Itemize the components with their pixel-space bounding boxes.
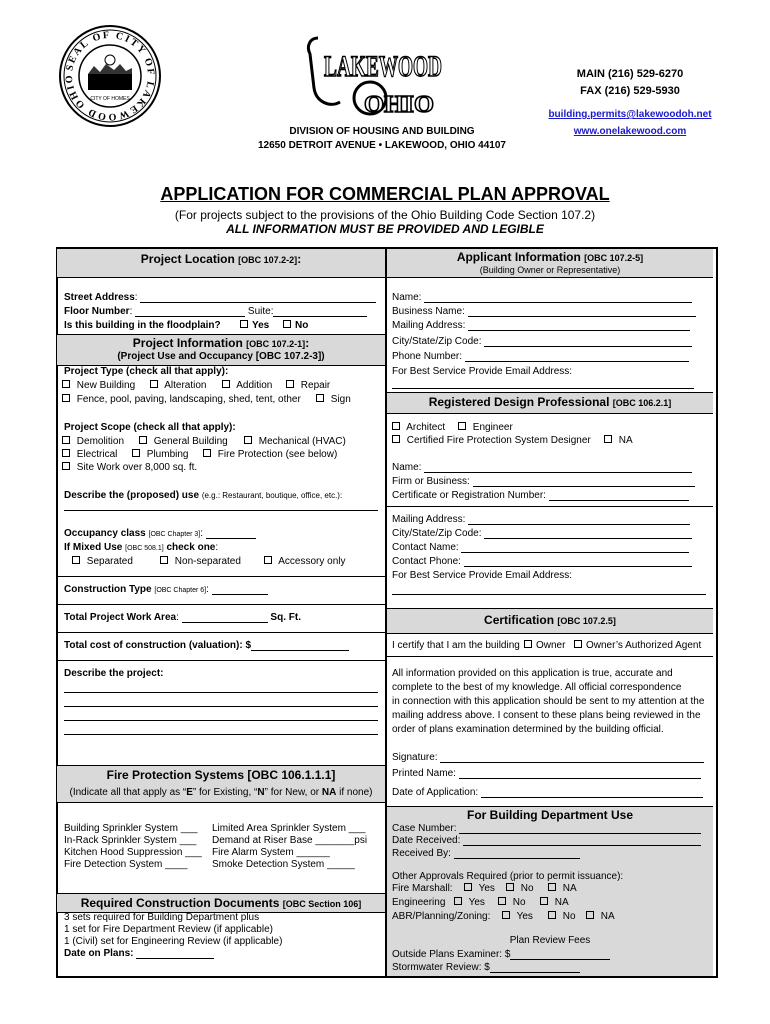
certification-text: All information provided on this application is true, accurate and bbox=[392, 668, 673, 679]
checkbox-icon bbox=[464, 883, 472, 891]
checkbox-separated[interactable]: Separated bbox=[70, 556, 133, 567]
stormwater-review-field[interactable]: Stormwater Review: $ bbox=[392, 962, 580, 973]
design-email-line[interactable] bbox=[392, 594, 706, 595]
checkbox-icon bbox=[502, 911, 510, 919]
limited-sprinkler-field[interactable]: Limited Area Sprinkler System ___ bbox=[212, 823, 366, 834]
docs-line: 1 set for Fire Department Review (if applicable) bbox=[64, 924, 273, 935]
engineering-na[interactable]: NA bbox=[538, 897, 569, 908]
engineering-label: Engineering bbox=[392, 897, 446, 908]
design-cert-field[interactable]: Certificate or Registration Number: bbox=[392, 490, 689, 501]
docs-title: Required Construction Documents [OBC Section 106] bbox=[80, 896, 362, 910]
checkbox-addition[interactable]: Addition bbox=[220, 380, 272, 391]
checkbox-icon bbox=[160, 556, 168, 564]
checkbox-plumbing[interactable]: Plumbing bbox=[130, 449, 188, 460]
describe-project-line[interactable] bbox=[64, 706, 378, 707]
checkbox-fence-other[interactable]: Fence, pool, paving, landscaping, shed, tent, other bbox=[60, 394, 301, 405]
applicant-business-field[interactable]: Business Name: bbox=[392, 306, 696, 317]
engineering-yes[interactable]: Yes bbox=[452, 897, 485, 908]
fire-protection-instructions: (Indicate all that apply as “E” for Existing, “N” for New, or NA if none) bbox=[69, 787, 373, 798]
checkbox-demolition[interactable]: Demolition bbox=[60, 436, 124, 447]
design-name-field[interactable]: Name: bbox=[392, 462, 692, 473]
checkbox-new-building[interactable]: New Building bbox=[60, 380, 135, 391]
certification-text: complete to the best of my knowledge. All official correspondence bbox=[392, 682, 682, 693]
checkbox-icon bbox=[72, 556, 80, 564]
checkbox-icon bbox=[458, 422, 466, 430]
division-name: DIVISION OF HOUSING AND BUILDING bbox=[289, 126, 475, 137]
design-city-field[interactable]: City/State/Zip Code: bbox=[392, 528, 692, 539]
describe-project-label: Describe the project: bbox=[64, 668, 164, 679]
checkbox-icon bbox=[203, 449, 211, 457]
checkbox-icon bbox=[62, 394, 70, 402]
divider bbox=[57, 576, 385, 577]
division-address: 12650 DETROIT AVENUE • LAKEWOOD, OHIO 44107 bbox=[257, 140, 506, 151]
svg-text:CITY OF HOMES: CITY OF HOMES bbox=[90, 96, 130, 102]
fire-marshall-no[interactable]: No bbox=[504, 883, 534, 894]
checkbox-icon bbox=[62, 449, 70, 457]
certification-text: mailing address above. I consent to these plans being reviewed in the bbox=[392, 710, 701, 721]
checkbox-icon bbox=[62, 380, 70, 388]
printed-name-field[interactable]: Printed Name: bbox=[392, 768, 701, 779]
checkbox-icon bbox=[548, 911, 556, 919]
checkbox-icon bbox=[524, 640, 532, 648]
applicant-title: Applicant Information [OBC 107.2-5] bbox=[456, 250, 644, 264]
checkbox-fire-protection[interactable]: Fire Protection (see below) bbox=[201, 449, 337, 460]
checkbox-engineer[interactable]: Engineer bbox=[456, 422, 513, 433]
checkbox-icon bbox=[150, 380, 158, 388]
checkbox-icon bbox=[454, 897, 462, 905]
design-contact-phone-field[interactable]: Contact Phone: bbox=[392, 556, 692, 567]
checkbox-alteration[interactable]: Alteration bbox=[148, 380, 206, 391]
outside-examiner-field[interactable]: Outside Plans Examiner: $ bbox=[392, 949, 610, 960]
checkbox-non-separated[interactable]: Non-separated bbox=[158, 556, 241, 567]
checkbox-electrical[interactable]: Electrical bbox=[60, 449, 117, 460]
divider bbox=[57, 632, 385, 633]
project-location-title: Project Location [OBC 107.2-2]: bbox=[140, 252, 302, 266]
describe-use-label: Describe the (proposed) use (e.g.: Restaurant, boutique, office, etc.): bbox=[64, 490, 343, 501]
checkbox-icon bbox=[62, 436, 70, 444]
email-link[interactable]: building.permits@lakewoodoh.net bbox=[548, 109, 712, 120]
fax-number: FAX (216) 529-5930 bbox=[580, 85, 680, 97]
describe-project-line[interactable] bbox=[64, 692, 378, 693]
applicant-email-line[interactable] bbox=[392, 388, 694, 389]
checkbox-icon bbox=[283, 320, 291, 328]
checkbox-icon bbox=[240, 320, 248, 328]
describe-project-line[interactable] bbox=[64, 734, 378, 735]
certify-label: I certify that I am the building bbox=[392, 640, 520, 651]
plan-review-fees-label: Plan Review Fees bbox=[509, 935, 591, 946]
divider bbox=[387, 656, 713, 657]
engineering-no[interactable]: No bbox=[496, 897, 526, 908]
mixed-use-label: If Mixed Use [OBC 508.1] check one: bbox=[64, 542, 219, 553]
signature-field[interactable]: Signature: bbox=[392, 752, 704, 763]
describe-use-line[interactable] bbox=[64, 510, 378, 511]
checkbox-icon bbox=[604, 435, 612, 443]
certification-text: order of plans examination determined by the building official. bbox=[392, 724, 664, 735]
checkbox-icon bbox=[62, 462, 70, 470]
website-link[interactable]: www.onelakewood.com bbox=[573, 126, 687, 137]
fire-alarm-field[interactable]: Fire Alarm System ______ bbox=[212, 847, 330, 858]
checkbox-icon bbox=[506, 883, 514, 891]
design-email-label: For Best Service Provide Email Address: bbox=[392, 570, 573, 581]
abr-no[interactable]: No bbox=[546, 911, 576, 922]
city-seal bbox=[58, 24, 162, 128]
fire-marshall-yes[interactable]: Yes bbox=[462, 883, 495, 894]
design-mailing-field[interactable]: Mailing Address: bbox=[392, 514, 690, 525]
kitchen-hood-field[interactable]: Kitchen Hood Suppression ___ bbox=[64, 847, 202, 858]
checkbox-icon bbox=[316, 394, 324, 402]
applicant-name-field[interactable]: Name: bbox=[392, 292, 692, 303]
project-info-subtitle: (Project Use and Occupancy [OBC 107.2-3]) bbox=[117, 351, 325, 362]
project-scope-label: Project Scope (check all that apply): bbox=[64, 422, 236, 433]
fire-detection-field[interactable]: Fire Detection System ____ bbox=[64, 859, 188, 870]
checkbox-sign[interactable]: Sign bbox=[314, 394, 351, 405]
checkbox-icon bbox=[586, 911, 594, 919]
checkbox-icon bbox=[392, 422, 400, 430]
divider bbox=[57, 660, 385, 661]
floor-number-field[interactable]: Floor Number: Suite: bbox=[64, 306, 367, 317]
checkbox-architect[interactable]: Architect bbox=[390, 422, 445, 433]
smoke-detection-field[interactable]: Smoke Detection System _____ bbox=[212, 859, 355, 870]
checkbox-authorized-agent[interactable]: Owner’s Authorized Agent bbox=[572, 640, 701, 651]
applicant-phone-field[interactable]: Phone Number: bbox=[392, 351, 689, 362]
certification-text: in connection with this application should be sent to my attention at the bbox=[392, 696, 705, 707]
checkbox-icon bbox=[498, 897, 506, 905]
applicant-city-field[interactable]: City/State/Zip Code: bbox=[392, 336, 692, 347]
main-phone: MAIN (216) 529-6270 bbox=[576, 68, 684, 80]
fire-marshall-na[interactable]: NA bbox=[546, 883, 577, 894]
checkbox-icon bbox=[392, 435, 400, 443]
design-contact-name-field[interactable]: Contact Name: bbox=[392, 542, 689, 553]
design-pro-title: Registered Design Professional [OBC 106.2.1] bbox=[428, 395, 672, 409]
application-date-field[interactable]: Date of Application: bbox=[392, 787, 703, 798]
applicant-mailing-field[interactable]: Mailing Address: bbox=[392, 320, 690, 331]
checkbox-repair[interactable]: Repair bbox=[284, 380, 330, 391]
describe-project-line[interactable] bbox=[64, 720, 378, 721]
checkbox-accessory[interactable]: Accessory only bbox=[262, 556, 345, 567]
checkbox-general-building[interactable]: General Building bbox=[137, 436, 228, 447]
construction-type-field[interactable]: Construction Type [OBC Chapter 6]: bbox=[64, 584, 268, 595]
checkbox-icon bbox=[222, 380, 230, 388]
inrack-sprinkler-field[interactable]: In-Rack Sprinkler System ___ bbox=[64, 835, 197, 846]
docs-line: 1 (Civil) set for Engineering Review (if applicable) bbox=[64, 936, 283, 947]
applicant-email-label: For Best Service Provide Email Address: bbox=[392, 366, 573, 377]
checkbox-icon bbox=[264, 556, 272, 564]
lakewood-logo bbox=[300, 36, 450, 118]
design-firm-field[interactable]: Firm or Business: bbox=[392, 476, 695, 487]
street-address-field[interactable]: Street Address: bbox=[64, 292, 376, 303]
form-subtitle: (For projects subject to the provisions of the Ohio Building Code Section 107.2) bbox=[174, 208, 596, 222]
checkbox-icon bbox=[548, 883, 556, 891]
checkbox-mechanical[interactable]: Mechanical (HVAC) bbox=[242, 436, 346, 447]
docs-line: 3 sets required for Building Department plus bbox=[64, 912, 260, 923]
abr-yes[interactable]: Yes bbox=[500, 911, 533, 922]
occupancy-class-field[interactable]: Occupancy class [OBC Chapter 3]: bbox=[64, 528, 256, 539]
case-number-field[interactable]: Case Number: bbox=[392, 823, 701, 834]
floodplain-question: Is this building in the floodplain? bbox=[64, 320, 221, 331]
divider bbox=[387, 506, 713, 507]
form-title: APPLICATION FOR COMMERCIAL PLAN APPROVAL bbox=[160, 184, 610, 204]
svg-text:LAKEWOOD: LAKEWOOD bbox=[324, 50, 442, 83]
fire-protection-title: Fire Protection Systems [OBC 106.1.1.1] bbox=[106, 768, 336, 782]
checkbox-design-na[interactable]: NA bbox=[602, 435, 633, 446]
checkbox-icon bbox=[244, 436, 252, 444]
date-received-field[interactable]: Date Received: bbox=[392, 835, 701, 846]
fire-marshall-label: Fire Marshall: bbox=[392, 883, 453, 894]
abr-label: ABR/Planning/Zoning: bbox=[392, 911, 491, 922]
checkbox-icon bbox=[540, 897, 548, 905]
floodplain-yes[interactable]: Yes bbox=[238, 320, 269, 331]
project-type-label: Project Type (check all that apply): bbox=[64, 366, 229, 377]
floodplain-no[interactable]: No bbox=[281, 320, 308, 331]
applicant-subtitle: (Building Owner or Representative) bbox=[479, 265, 621, 275]
total-cost-field[interactable]: Total cost of construction (valuation): $ bbox=[64, 640, 349, 651]
project-info-title: Project Information [OBC 107.2-1]: bbox=[132, 336, 310, 350]
svg-text:SEAL OF CITY OF LAKEWOOD OHIO: SEAL OF CITY OF LAKEWOOD OHIO bbox=[63, 29, 157, 123]
checkbox-site-work[interactable]: Site Work over 8,000 sq. ft. bbox=[60, 462, 197, 473]
checkbox-fire-designer[interactable]: Certified Fire Protection System Designer bbox=[390, 435, 591, 446]
certification-title: Certification [OBC 107.2.5] bbox=[484, 613, 616, 627]
date-on-plans-field[interactable]: Date on Plans: bbox=[64, 948, 214, 959]
abr-na[interactable]: NA bbox=[584, 911, 615, 922]
dept-use-title: For Building Department Use bbox=[466, 808, 633, 822]
other-approvals-label: Other Approvals Required (prior to permit issuance): bbox=[392, 871, 624, 882]
work-area-field[interactable]: Total Project Work Area: Sq. Ft. bbox=[64, 612, 301, 623]
building-sprinkler-field[interactable]: Building Sprinkler System ___ bbox=[64, 823, 198, 834]
checkbox-owner[interactable]: Owner bbox=[522, 640, 565, 651]
demand-riser-field[interactable]: Demand at Riser Base _______psi bbox=[212, 835, 368, 846]
divider bbox=[57, 604, 385, 605]
checkbox-icon bbox=[286, 380, 294, 388]
received-by-field[interactable]: Received By: bbox=[392, 848, 580, 859]
svg-text:OHIO: OHIO bbox=[364, 92, 434, 118]
checkbox-icon bbox=[139, 436, 147, 444]
checkbox-icon bbox=[132, 449, 140, 457]
form-notice: ALL INFORMATION MUST BE PROVIDED AND LEGIBLE bbox=[226, 222, 544, 236]
checkbox-icon bbox=[574, 640, 582, 648]
